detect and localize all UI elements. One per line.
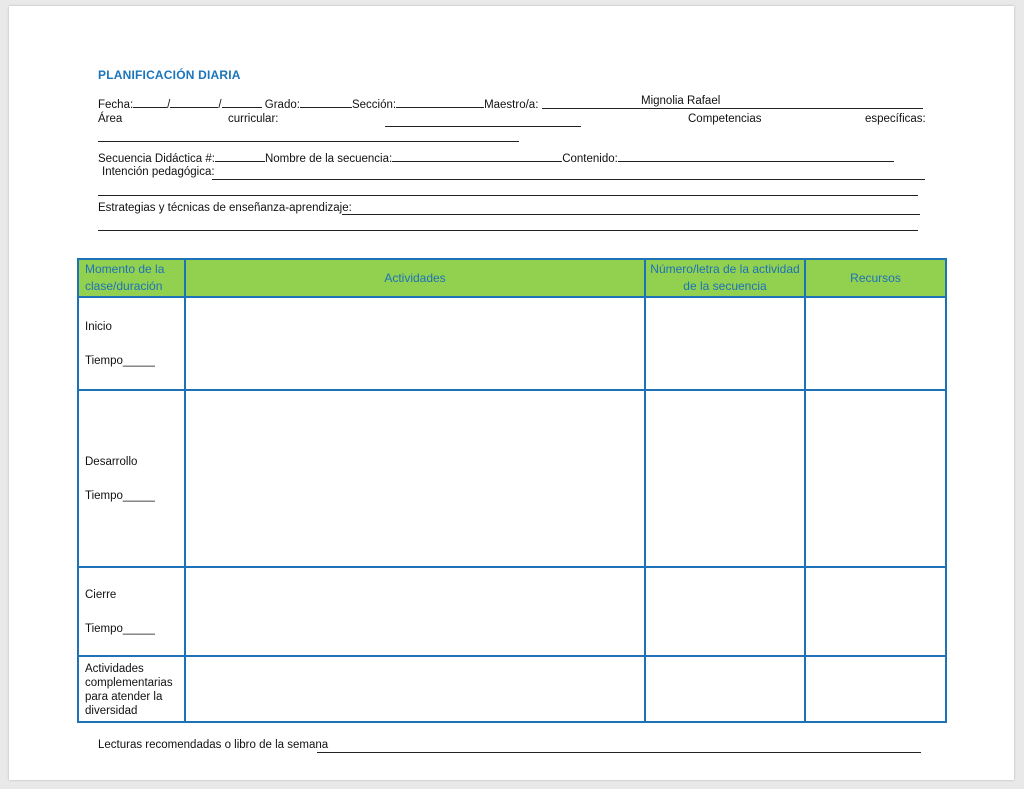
numero-cell[interactable] [645, 567, 805, 656]
nombre-secuencia-label: Nombre de la secuencia: [264, 153, 393, 165]
maestro-value: Mignolia Rafael [641, 95, 721, 107]
secuencia-label: Secuencia Didáctica #: [98, 153, 215, 165]
lecturas-underline[interactable] [317, 752, 921, 753]
row-label: Desarrollo [85, 455, 138, 468]
contenido-blank[interactable] [618, 149, 894, 162]
row-label-cell [78, 656, 185, 722]
estrategias-underline[interactable] [342, 214, 920, 215]
actividades-cell[interactable] [185, 567, 645, 656]
numero-cell[interactable] [645, 390, 805, 567]
header-row-fecha [98, 95, 538, 111]
table-header-row [78, 259, 946, 297]
row-label-cell [78, 297, 185, 390]
recursos-cell[interactable] [805, 297, 946, 390]
header-recursos: Recursos [805, 259, 946, 297]
intencion-underline[interactable] [212, 179, 925, 180]
row-time: Tiempo_____ [85, 489, 155, 502]
row-label: Inicio [85, 320, 112, 333]
row-label: Cierre [85, 588, 117, 601]
area-curricular-underline[interactable] [385, 126, 581, 127]
fecha-sep-1: / [167, 99, 171, 111]
header-row-secuencia [98, 149, 894, 165]
lecturas-label: Lecturas recomendadas o libro de la semana [98, 739, 329, 751]
row-label-cell [78, 567, 185, 656]
recursos-cell[interactable] [805, 390, 946, 567]
nombre-secuencia-blank[interactable] [392, 149, 562, 162]
recursos-cell[interactable] [805, 567, 946, 656]
row-time: Tiempo_____ [85, 622, 155, 635]
seccion-label: Sección: [351, 99, 397, 111]
page-title: PLANIFICACIÓN DIARIA [98, 68, 241, 82]
secuencia-blank[interactable] [215, 149, 265, 162]
row-label: Actividades complementarias para atender la diversidad [85, 663, 173, 717]
actividades-cell[interactable] [185, 656, 645, 722]
intencion-label: Intención pedagógica: [102, 166, 215, 178]
area-label: Área [98, 113, 123, 125]
fecha-label: Fecha: [98, 99, 134, 111]
intencion-underline-2[interactable] [98, 195, 918, 196]
actividades-cell[interactable] [185, 390, 645, 567]
fecha-day-blank[interactable] [133, 95, 167, 108]
recursos-cell[interactable] [805, 656, 946, 722]
table-row-cierre [78, 567, 946, 656]
seccion-blank[interactable] [396, 95, 484, 108]
competencias-label: Competencias [688, 113, 762, 125]
fecha-month-blank[interactable] [170, 95, 218, 108]
header-numero: Número/letra de la actividad de la secuencia [645, 259, 805, 297]
grado-label: Grado: [264, 99, 300, 111]
maestro-label: Maestro/a: [484, 99, 539, 111]
table-row-complementarias [78, 656, 946, 722]
maestro-underline[interactable] [542, 108, 923, 109]
table-row-desarrollo [78, 390, 946, 567]
header-momento: Momento de la clase/duración [78, 259, 185, 297]
competencias-underline[interactable] [98, 141, 519, 142]
contenido-label: Contenido: [562, 153, 618, 165]
fecha-sep-2: / [218, 99, 222, 111]
row-time: Tiempo_____ [85, 354, 155, 367]
numero-cell[interactable] [645, 656, 805, 722]
header-actividades: Actividades [185, 259, 645, 297]
grado-blank[interactable] [300, 95, 352, 108]
estrategias-label: Estrategias y técnicas de enseñanza-aprendizaje: [98, 202, 352, 214]
fecha-year-blank[interactable] [222, 95, 262, 108]
document-page [9, 6, 1014, 780]
planning-table [77, 258, 947, 723]
curricular-label: curricular: [228, 113, 279, 125]
estrategias-underline-2[interactable] [98, 230, 918, 231]
especificas-label: específicas: [865, 113, 926, 125]
actividades-cell[interactable] [185, 297, 645, 390]
row-label-cell [78, 390, 185, 567]
table-row-inicio [78, 297, 946, 390]
numero-cell[interactable] [645, 297, 805, 390]
